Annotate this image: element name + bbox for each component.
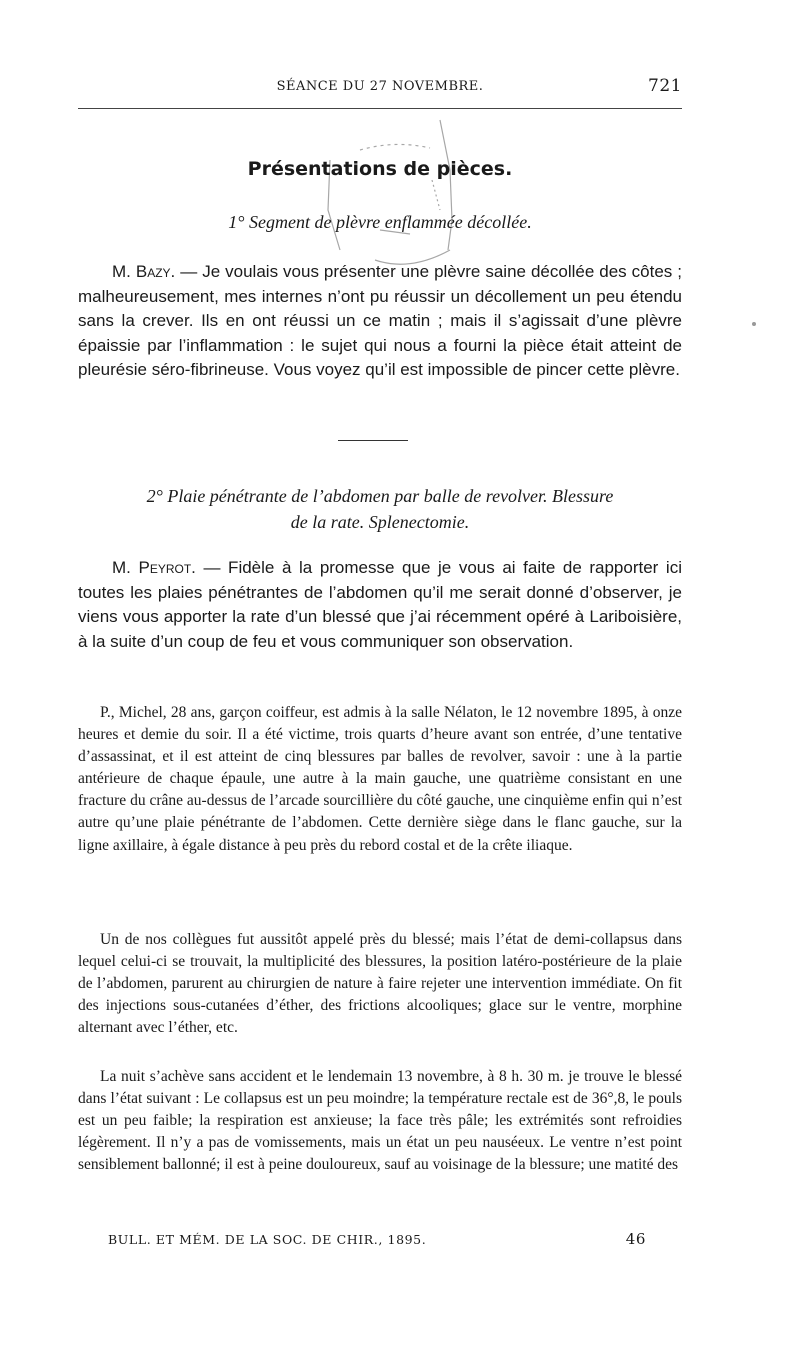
item1-text: — Je voulais vous présenter une plèvre saine décollée des côtes ; malheureusement, mes internes n’ont pu réussir un décollement un peu étendu sans la crever. Ils en ont réussi un ce matin ; mais il s’agissait d’une plèvre épaissie par l’inflammation : le sujet qui nous a fourni la pièce était atteint de pleurésie séro-fibrineuse. Vous voyez qu’il est impossible de pincer cette plèvre. [78, 262, 682, 379]
running-title: SÉANCE DU 27 NOVEMBRE. [276, 79, 484, 94]
running-head [78, 76, 682, 98]
speaker-bazy: M. Bazy. [112, 262, 176, 281]
footer [78, 1230, 682, 1250]
item1-paragraph [78, 260, 682, 383]
observation-paragraph-1: P., Michel, 28 ans, garçon coiffeur, est admis à la salle Nélaton, le 12 novembre 1895, à onze heures et demie du soir. Il a été victime, trois quarts d’heure avant son entrée, d’une tentative d’assassinat, et il est atteint de cinq blessures par balles de revolver, savoir : une à la partie antérieure de chaque épaule, une autre à la main gauche, une quatrième consistant en une fracture du crâne au-dessus de l’arcade sourcillière du côté gauche, une cinquième enfin qui n’est autre qu’une plaie pénétrante de l’abdomen. Cette dernière siège dans le flanc gauche, sur la ligne axillaire, à égale distance à peu près du rebord costal et de la crête iliaque. [78, 704, 682, 854]
item2-title-line2: de la rate. Splenectomie. [290, 512, 470, 532]
speaker-peyrot: M. Peyrot. [112, 558, 196, 577]
observation-paragraph-3: La nuit s’achève sans accident et le lendemain 13 novembre, à 8 h. 30 m. je trouve le blessé dans l’état suivant : Le collapsus est un peu moindre; la température rectale est de 36°,8, le pouls est un peu faible; la respiration est anxieuse; la face très pâle; les extrémités sont refroidies légèrement. Il n’y a pas de vomissements, mais un état un peu nauséeux. Le ventre n’est point sensiblement ballonné; il est à peine douloureux, sauf au voisinage de la blessure; une matité des [78, 1068, 682, 1174]
item2-title-line1: 2° Plaie pénétrante de l’abdomen par balle de revolver. Blessure [146, 486, 614, 506]
item2-text: — Fidèle à la promesse que je vous ai faite de rapporter ici toutes les plaies pénétrantes de l’abdomen qu’il me serait donné d’observer, je viens vous apporter la rate d’un blessé que j’ai récemment opéré à Lariboisière, à la suite d’un coup de feu et vous communiquer son observation. [78, 558, 682, 651]
separator-rule [338, 440, 408, 441]
margin-speck [752, 322, 756, 326]
library-stamp [300, 110, 490, 280]
item2-paragraph [78, 556, 682, 654]
footer-citation: BULL. ET MÉM. DE LA SOC. DE CHIR., 1895. [108, 1232, 427, 1247]
section-title: Présentations de pièces. [247, 158, 513, 180]
observation-paragraph-2: Un de nos collègues fut aussitôt appelé près du blessé; mais l’état de demi-collapsus dans lequel celui-ci se trouvait, la multiplicité des blessures, la position latéro-postérieure de la plaie de l’abdomen, parurent au chirurgien de nature à faire rejeter une intervention immédiate. On fit des injections sous-cutanées d’éther, des frictions alcooliques; glace sur le ventre, morphine alternant avec l’éther, etc. [78, 931, 682, 1037]
item1-title: 1° Segment de plèvre enflammée décollée. [228, 212, 532, 232]
header-rule [78, 108, 682, 109]
signature-number: 46 [625, 1230, 646, 1248]
page-number: 721 [648, 76, 682, 96]
